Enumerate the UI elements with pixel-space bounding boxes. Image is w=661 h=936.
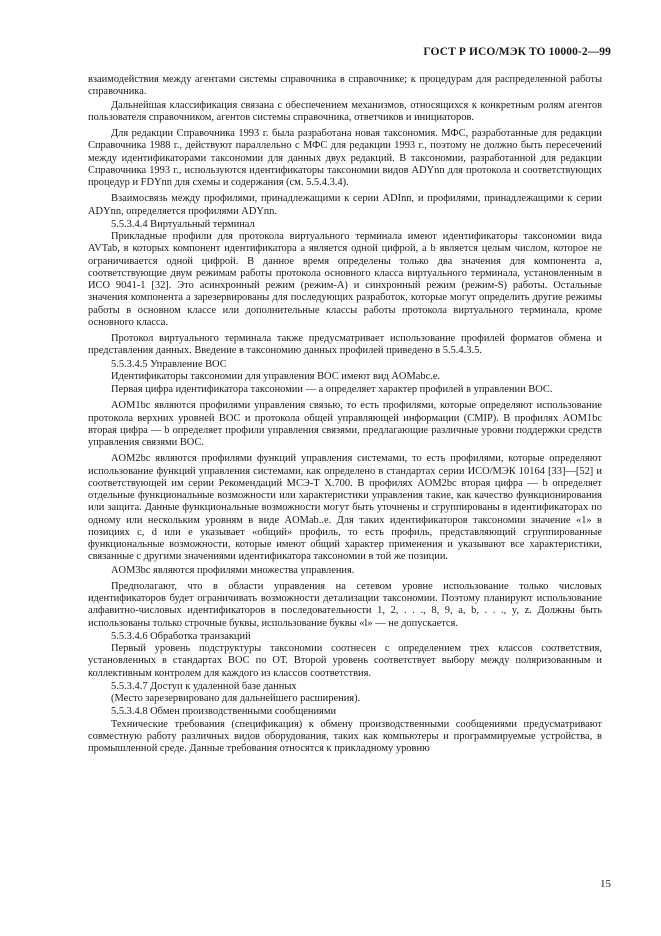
section-heading: 5.5.3.4.8 Обмен производственными сообщениями	[111, 706, 337, 718]
page-body	[88, 74, 602, 756]
paragraph: Взаимосвязь между профилями, принадлежащими к серии ADInn, и профилями, принадлежащими к серии ADYnn, определяется профилями ADYnn.	[88, 193, 602, 217]
paragraph: взаимодействия между агентами системы справочника в справочнике; к процедурам для распределенной работы справочника.	[88, 74, 602, 98]
paragraph: Прикладные профили для протокола виртуального терминала имеют идентификаторы таксономии вида AVTab, в которых компонент идентификатора a является одной цифрой, а b является целым числом, которое не ограничивается одной цифрой. В данное время определены только два значения для компонента a, соответствующие двум режимам работы протокола основного класса виртуального терминала, установленным в ИСО 9041-1 [32]. Это асинхронный режим (режим-A) и синхронный режим (режим-S) работы. Остальные значения компонента a зарезервированы для последующих разработок, которые могут определить другие режимы работы в основном классе или дополнительные классы работы протокола виртуального терминала, кроме основного класса.	[88, 231, 602, 328]
paragraph: Первый уровень подструктуры таксономии соотнесен с определением трех классов соответствия, установленных в стандартах ВОС по ОТ. Второй уровень соответствует выбору между поляризованным и коллективным контролем для каждого из классов соответствия.	[88, 643, 602, 679]
paragraph: AOM2bc являются профилями функций управления системами, то есть профилями, которые определяют использование функций управления системами, как определено в стандартах серии ИСО/МЭК 10164 [33]—[52] и соответствующей им серии Рекомендаций МСЭ-Т X.700. В профилях AOM2bc вторая цифра — b определяет отдельные функциональные возможности или характеристики управления такие, как качество функционирования или защита. Данные функциональные возможности могут быть уточнены и сгруппированы в идентификаторах по одному или нескольким уровням в виде AOMab..e. Для таких идентификаторов таксономии значение «1» в позициях c, d или e указывает «общий» профиль, то есть профиль, представляющий сгруппированные функциональные возможности, которые имеют общий характер применения и указывают все характеристики, связанные с другими значениями идентификатора таксономии в той же позиции.	[88, 453, 602, 563]
paragraph: Для редакции Справочника 1993 г. была разработана новая таксономия. МФС, разработанные для редакции Справочника 1988 г., действуют параллельно с МФС для редакции 1993 г., поэтому не должно быть пересечений между идентификаторами таксономии для данных двух редакций. В таксономии, разработанной для редакции Справочника 1993 г., используются идентификаторы таксономии видов ADYnn для протокола и соответствующих процедур и FDYnn для схемы и содержания (см. 5.5.4.3.4).	[88, 128, 602, 188]
section-heading: 5.5.3.4.6 Обработка транзакций	[111, 630, 251, 642]
paragraph: Предполагают, что в области управления на сетевом уровне использование только числовых идентификаторов будет ограничивать возможности детализации таксономии. Поэтому планируют использование алфавитно-числовых идентификаторов в последовательности 1, 2, . . ., 8, 9, a, b, . . ., y, z. Должны быть использованы только строчные буквы, использование буквы «l» — не допускается.	[88, 580, 602, 629]
paragraph: Дальнейшая классификация связана с обеспечением механизмов, относящихся к конкретным ролям агентов пользователя справочником, агентов системы справочника, ответчиков и инициаторов.	[88, 99, 602, 123]
paragraph: Протокол виртуального терминала также предусматривает использование профилей форматов обмена и представления данных. Введение в таксономию данных профилей приведено в 5.5.4.3.5.	[88, 333, 602, 357]
paragraph: Технические требования (спецификация) к обмену производственными сообщениями предусматривают совместную работу различных видов оборудования, таких как компьютеры и программируемые устройства, в промышленной среде. Данные требования относятся к прикладному уровню	[88, 718, 602, 754]
paragraph: AOM1bc являются профилями управления связью, то есть профилями, которые определяют использование протокола верхних уровней ВОС и протокола общей управляющей информации (CMIP). В профилях AOM1bc вторая цифра — b определяет профили управления связями, предлагающие различные уровни поддержки средств управления связями ВОС.	[88, 400, 602, 448]
page-number: 15	[600, 878, 611, 890]
paragraph: Идентификаторы таксономии для управления ВОС имеют вид AOMabc.e.	[111, 370, 441, 382]
section-heading: 5.5.3.4.5 Управление ВОС	[111, 358, 227, 370]
section-heading: 5.5.3.4.4 Виртуальный терминал	[111, 218, 255, 230]
section-heading: 5.5.3.4.7 Доступ к удаленной базе данных	[111, 680, 297, 692]
paragraph: AOM3bc являются профилями множества управления.	[111, 564, 355, 576]
paragraph: Первая цифра идентификатора таксономии — a определяет характер профилей в управлении ВОС.	[111, 384, 553, 395]
standard-header: ГОСТ Р ИСО/МЭК ТО 10000-2—99	[423, 46, 611, 58]
paragraph: (Место зарезервировано для дальнейшего расширения).	[111, 693, 361, 704]
